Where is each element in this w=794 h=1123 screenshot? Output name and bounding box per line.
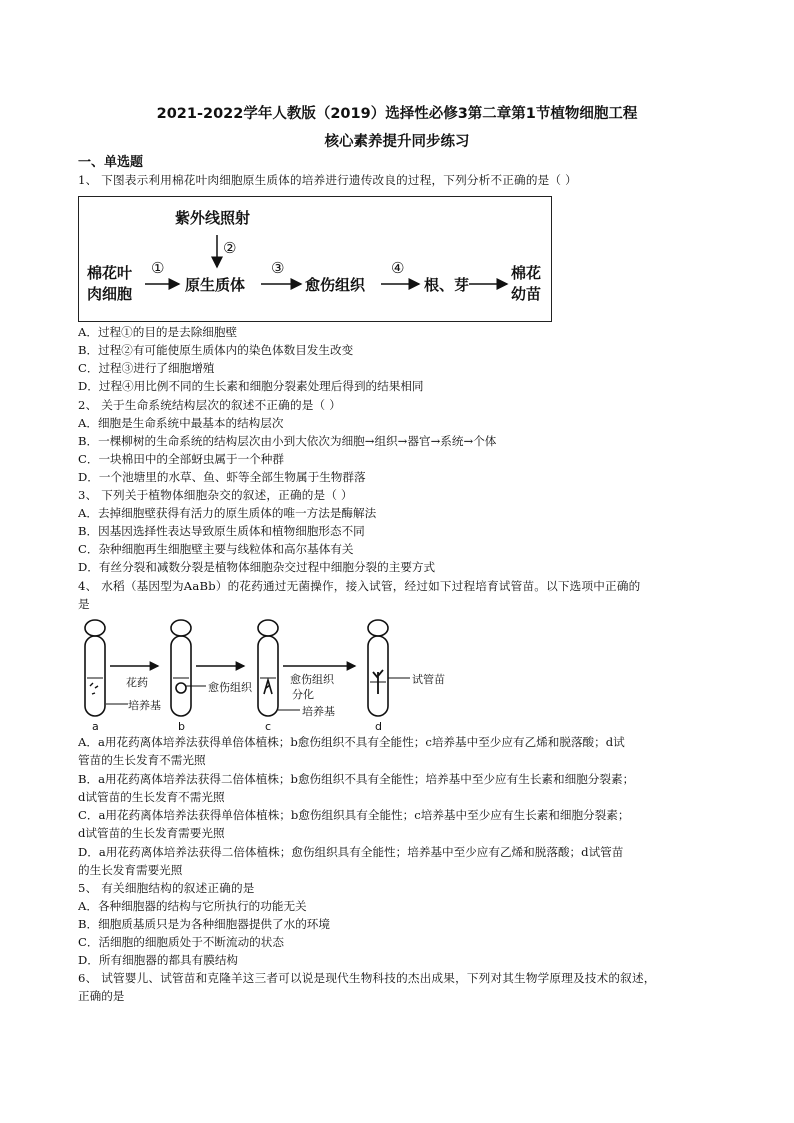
tube-label-c: c bbox=[265, 720, 272, 733]
q4-option-d-line2: 的生长发育需要光照 bbox=[78, 863, 183, 877]
q1-option-d: D．过程④用比例不同的生长素和细胞分裂素处理后得到的结果相同 bbox=[78, 379, 424, 393]
tube-label-b: b bbox=[178, 720, 185, 733]
question-2-stem: 2、 关于生命系统结构层次的叙述不正确的是（ ） bbox=[78, 398, 342, 412]
test-tube-diagram bbox=[78, 616, 445, 734]
step4-number: ④ bbox=[391, 259, 405, 277]
q4-option-a-line1: A．a用花药离体培养法获得单倍体植株；b愈伤组织不具有全能性；c培养基中至少应有乙烯和脱落酸；d试 bbox=[78, 735, 625, 749]
medium-label-a: 培养基 bbox=[128, 699, 161, 712]
q4-option-b-line1: B．a用花药离体培养法获得二倍体植株；b愈伤组织不具有全能性；培养基中至少应有生长素和细胞分裂素； bbox=[78, 772, 635, 786]
q1-option-a: A．过程①的目的是去除细胞壁 bbox=[78, 325, 238, 339]
q3-option-b: B．因基因选择性表达导致原生质体和植物细胞形态不同 bbox=[78, 524, 365, 538]
anther-label: 花药 bbox=[126, 676, 148, 689]
callus-label: 愈伤组织 bbox=[208, 681, 252, 694]
q4-option-c-line1: C．a用花药离体培养法获得单倍体植株；b愈伤组织具有全能性；c培养基中至少应有生长素和细胞分裂素； bbox=[78, 808, 630, 822]
q2-option-c: C．一块棉田中的全部蚜虫属于一个种群 bbox=[78, 452, 284, 466]
q2-option-a: A．细胞是生命系统中最基本的结构层次 bbox=[78, 416, 284, 430]
question-4-stem-line1: 4、 水稻（基因型为AaBb）的花药通过无菌操作，接入试管，经过如下过程培育试管苗。以下选项中正确的 bbox=[78, 579, 641, 593]
q2-option-d: D．一个池塘里的水草、鱼、虾等全部生物属于生物群落 bbox=[78, 470, 366, 484]
q5-option-b: B．细胞质基质只是为各种细胞器提供了水的环境 bbox=[78, 917, 330, 931]
q1-option-b: B．过程②有可能使原生质体内的染色体数目发生改变 bbox=[78, 343, 354, 357]
question-4-stem-line2: 是 bbox=[78, 597, 90, 611]
q3-option-c: C．杂种细胞再生细胞壁主要与线粒体和高尔基体有关 bbox=[78, 542, 354, 556]
step3-number: ③ bbox=[271, 259, 285, 277]
start-cell-label-2: 肉细胞 bbox=[87, 285, 133, 303]
medium-label-c: 培养基 bbox=[302, 705, 335, 718]
q3-option-d: D．有丝分裂和减数分裂是植物体细胞杂交过程中细胞分裂的主要方式 bbox=[78, 560, 436, 574]
tube-c bbox=[258, 620, 278, 716]
end-seedling-label-2: 幼苗 bbox=[511, 285, 542, 303]
tube-label-a: a bbox=[92, 720, 99, 733]
question-3-stem: 3、 下列关于植物体细胞杂交的叙述，正确的是（ ） bbox=[78, 488, 353, 502]
step2-number: ② bbox=[223, 239, 237, 257]
callus-label: 愈伤组织 bbox=[305, 276, 366, 294]
q4-option-b-line2: d试管苗的生长发育不需光照 bbox=[78, 790, 225, 804]
tube-a bbox=[85, 620, 105, 716]
differentiation-label-2: 分化 bbox=[292, 688, 314, 701]
tube-b bbox=[171, 620, 191, 716]
seedling-label: 试管苗 bbox=[412, 673, 445, 686]
step1-number: ① bbox=[151, 259, 165, 277]
tube-d bbox=[368, 620, 388, 716]
q1-option-c: C．过程③进行了细胞增殖 bbox=[78, 361, 215, 375]
document-title-line2: 核心素养提升同步练习 bbox=[324, 134, 470, 150]
q5-option-d: D．所有细胞器的都具有膜结构 bbox=[78, 953, 239, 967]
document-title-line1: 2021-2022学年人教版（2019）选择性必修3第二章第1节植物细胞工程 bbox=[156, 106, 638, 122]
differentiation-label-1: 愈伤组织 bbox=[290, 673, 334, 686]
protoplast-label: 原生质体 bbox=[185, 276, 246, 294]
q4-option-a-line2: 管苗的生长发育不需光照 bbox=[78, 753, 206, 767]
question-6-stem-line2: 正确的是 bbox=[78, 989, 125, 1003]
q4-option-c-line2: d试管苗的生长发育需要光照 bbox=[78, 826, 225, 840]
start-cell-label-1: 棉花叶 bbox=[87, 264, 133, 282]
q2-option-b: B．一棵柳树的生命系统的结构层次由小到大依次为细胞→组织→器官→系统→个体 bbox=[78, 434, 497, 448]
question-5-stem: 5、 有关细胞结构的叙述正确的是 bbox=[78, 881, 255, 895]
tube-label-d: d bbox=[375, 720, 382, 733]
question-1-stem: 1、 下图表示利用棉花叶肉细胞原生质体的培养进行遗传改良的过程，下列分析不正确的是（ ） bbox=[78, 173, 577, 187]
uv-label: 紫外线照射 bbox=[175, 209, 251, 227]
question-6-stem-line1: 6、 试管婴儿、试管苗和克隆羊这三者可以说是现代生物科技的杰出成果，下列对其生物学原理及技术的叙述， bbox=[78, 971, 656, 985]
end-seedling-label-1: 棉花 bbox=[511, 264, 542, 282]
q4-option-d-line1: D．a用花药离体培养法获得二倍体植株；愈伤组织具有全能性；培养基中至少应有乙烯和脱落酸；d试管苗 bbox=[78, 845, 624, 859]
section-heading: 一、单选题 bbox=[78, 155, 144, 170]
q5-option-a: A．各种细胞器的结构与它所执行的功能无关 bbox=[78, 899, 307, 913]
q3-option-a: A．去掉细胞壁获得有活力的原生质体的唯一方法是酶解法 bbox=[78, 506, 377, 520]
q5-option-c: C．活细胞的细胞质处于不断流动的状态 bbox=[78, 935, 284, 949]
root-bud-label: 根、芽 bbox=[424, 276, 470, 294]
cell-engineering-flow-diagram bbox=[78, 196, 552, 322]
